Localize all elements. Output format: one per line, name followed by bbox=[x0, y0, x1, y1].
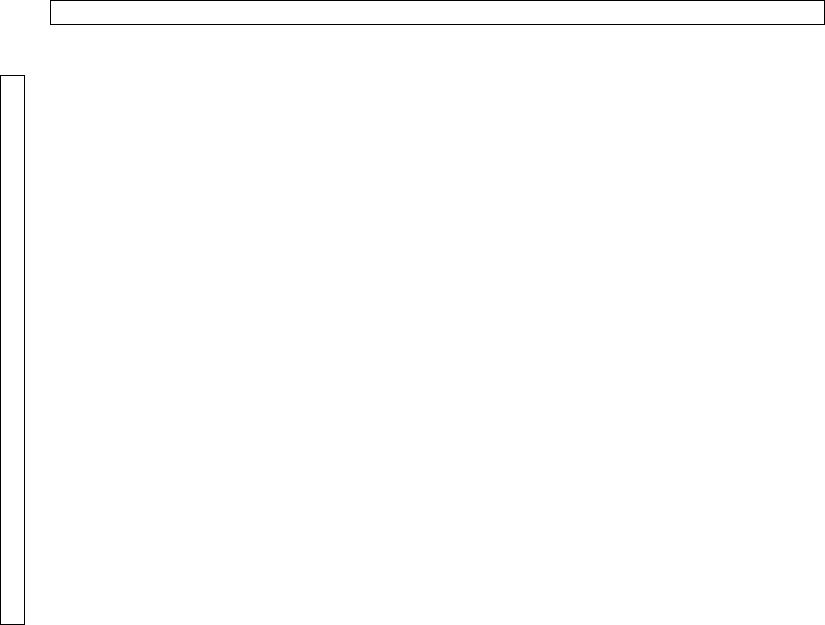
month-title bbox=[50, 0, 825, 25]
side-label-cabin bbox=[4, 314, 24, 389]
side-label-box bbox=[0, 75, 25, 625]
